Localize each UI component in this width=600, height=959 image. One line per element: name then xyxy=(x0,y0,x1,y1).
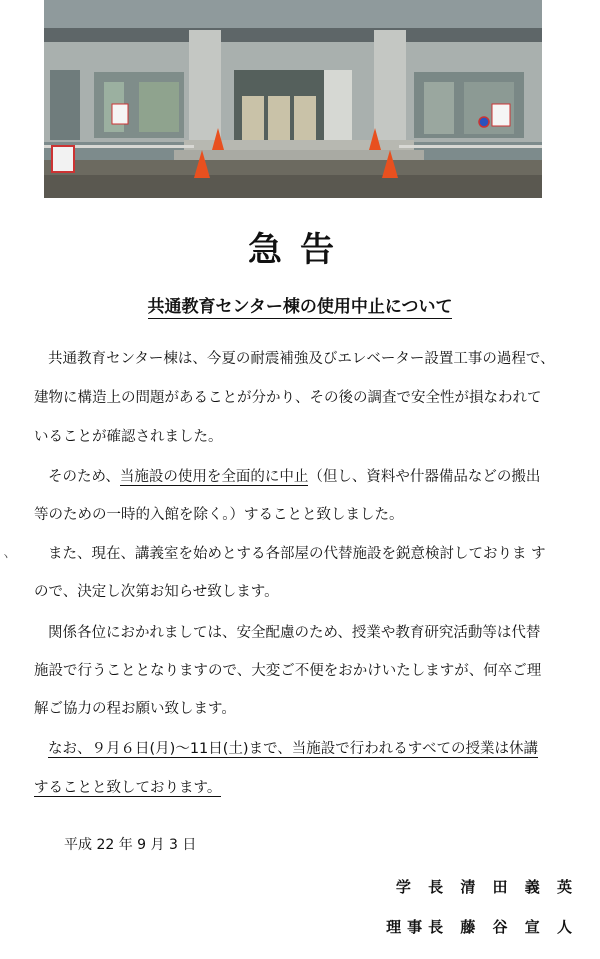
signature-president: 学 長 清 田 義 英 xyxy=(395,878,578,896)
paragraph-2-text-c: （但し、資料や什器備品などの搬出 xyxy=(308,469,541,485)
notice-heading: 急告 xyxy=(248,230,352,270)
building-entrance-photo xyxy=(44,0,542,198)
paragraph-5-line-2 xyxy=(34,769,594,807)
paragraph-1-line-3: いることが確認されました。 xyxy=(34,429,223,445)
paragraph-2-line-2: 等のための一時的入館を除く。）することと致しました。 xyxy=(34,507,404,523)
no-entry-sign-right xyxy=(492,104,510,126)
paragraph-1-line-2: 建物に構造上の問題があることが分かり、その後の調査で安全性が損なわれて xyxy=(34,390,542,406)
paragraph-3-line-2: ので、決定し次第お知らせ致します。 xyxy=(34,584,279,600)
paragraph-2-text-a: そのため、 xyxy=(48,469,120,485)
no-entry-sign-left xyxy=(52,146,74,172)
paragraph-4-line-2: 施設で行うこととなりますので、大変ご不便をおかけいたしますが、何卒ご理 xyxy=(34,663,542,679)
notice-subtitle-text: 共通教育センター棟の使用中止について xyxy=(147,297,453,317)
paragraph-2-underlined-text: 当施設の使用を全面的に中止 xyxy=(119,469,309,485)
paragraph-5-line-1 xyxy=(48,730,600,768)
paragraph-5-line-1-text: なお、９月６日(月)～11日(土)まで、当施設で行われるすべての授業は休講 xyxy=(48,741,538,757)
paragraph-4-line-3: 解ご協力の程お願い致します。 xyxy=(34,701,236,717)
notice-date: 平成 22 年 9 月 3 日 xyxy=(64,837,197,853)
paragraph-2-line-1 xyxy=(48,458,600,496)
paragraph-3-line-1: また、現在、講義室を始めとする各部屋の代替施設を鋭意検討しておりま す xyxy=(48,546,546,562)
paragraph-1-line-1: 共通教育センター棟は、今夏の耐震補強及びエレベーター設置工事の過程で、 xyxy=(48,351,555,367)
notice-subtitle xyxy=(0,292,600,317)
margin-mark: ヽ xyxy=(0,550,11,563)
building-photo-illustration xyxy=(44,0,542,198)
paragraph-4-line-1: 関係各位におかれましては、安全配慮のため、授業や教育研究活動等は代替 xyxy=(48,625,541,641)
paragraph-5-line-2-text: することと致しております。 xyxy=(34,780,222,796)
signature-chairman: 理事長 藤 谷 宣 人 xyxy=(386,918,578,936)
